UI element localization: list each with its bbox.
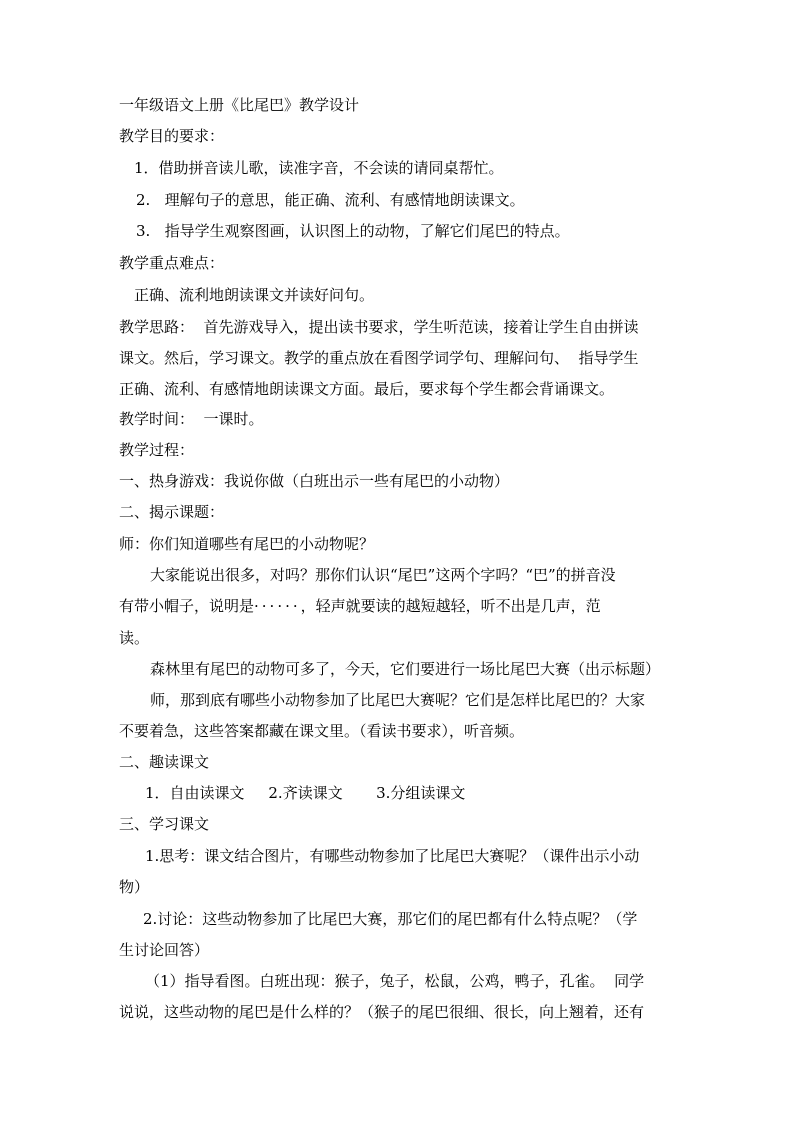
reading-items: 1．自由读课文 2.齐读课文 3.分组读课文	[145, 784, 466, 802]
think-line-1: 1.思考：课文结合图片，有哪些动物参加了比尾巴大赛呢？（课件出示小动	[145, 847, 640, 865]
goal-item-3: 3. 指导学生观察图画，认识图上的动物，了解它们尾巴的特点。	[136, 222, 570, 240]
teaching-time: 教学时间： 一课时。	[119, 410, 264, 428]
step-learn-text: 三、学习课文	[119, 815, 210, 833]
key-points-heading: 教学重点难点：	[119, 254, 225, 272]
process-heading: 教学过程：	[119, 441, 195, 459]
paragraph-1-line-3: 读。	[119, 629, 150, 647]
approach-line-1: 教学思路： 首先游戏导入，提出读书要求，学生听范读，接着让学生自由拼读	[119, 318, 639, 336]
approach-line-2: 课文。然后，学习课文。教学的重点放在看图学词学句、理解问句、 指导学生	[119, 349, 639, 367]
goal-item-2: 2. 理解句子的意思，能正确、流利、有感情地朗读课文。	[136, 191, 525, 209]
step-reveal-topic: 二、揭示课题：	[119, 503, 225, 521]
guide-line-1: （1）指导看图。白班出现：猴子，兔子，松鼠，公鸡，鸭子，孔雀。 同学	[145, 972, 645, 990]
discuss-line-2: 生讨论回答）	[119, 941, 210, 959]
approach-line-3: 正确、流利、有感情地朗读课文方面。最后，要求每个学生都会背诵课文。	[119, 380, 615, 398]
think-line-2: 物）	[119, 878, 150, 896]
discuss-line-1: 2.讨论：这些动物参加了比尾巴大赛，那它们的尾巴都有什么特点呢？（学	[143, 910, 638, 928]
paragraph-3-line-2: 不要着急，这些答案都藏在课文里。（看读书要求），听音频。	[119, 722, 525, 740]
step-fun-reading: 二、趣读课文	[119, 753, 210, 771]
key-points-text: 正确、流利地朗读课文并读好问句。	[134, 286, 375, 304]
ellipsis-dots: ······	[254, 597, 301, 615]
doc-title: 一年级语文上册《比尾巴》教学设计	[119, 96, 360, 114]
guide-line-2: 说说，这些动物的尾巴是什么样的？（猴子的尾巴很细、很长，向上翘着，还有	[119, 1003, 645, 1021]
paragraph-1-line-2-end: ，轻声就要读的越短越轻，听不出是几声，范	[300, 597, 601, 615]
paragraph-1-line-1: 大家能说出很多，对吗？那你们认识“尾巴”这两个字吗？“巴”的拼音没	[150, 566, 616, 584]
goals-heading: 教学目的要求：	[119, 127, 225, 145]
paragraph-1-line-2-start: 有带小帽子，说明是	[119, 597, 255, 615]
paragraph-1-line-2	[119, 596, 601, 616]
step-warmup: 一、热身游戏：我说你做（白班出示一些有尾巴的小动物）	[119, 472, 510, 490]
goal-item-1: 1．借助拼音读儿歌，读准字音，不会读的请同桌帮忙。	[134, 159, 504, 177]
teacher-question: 师：你们知道哪些有尾巴的小动物呢？	[119, 535, 375, 553]
paragraph-3-line-1: 师，那到底有哪些小动物参加了比尾巴大赛呢？它们是怎样比尾巴的？大家	[150, 691, 646, 709]
paragraph-2: 森林里有尾巴的动物可多了，今天，它们要进行一场比尾巴大赛（出示标题）	[150, 660, 661, 678]
